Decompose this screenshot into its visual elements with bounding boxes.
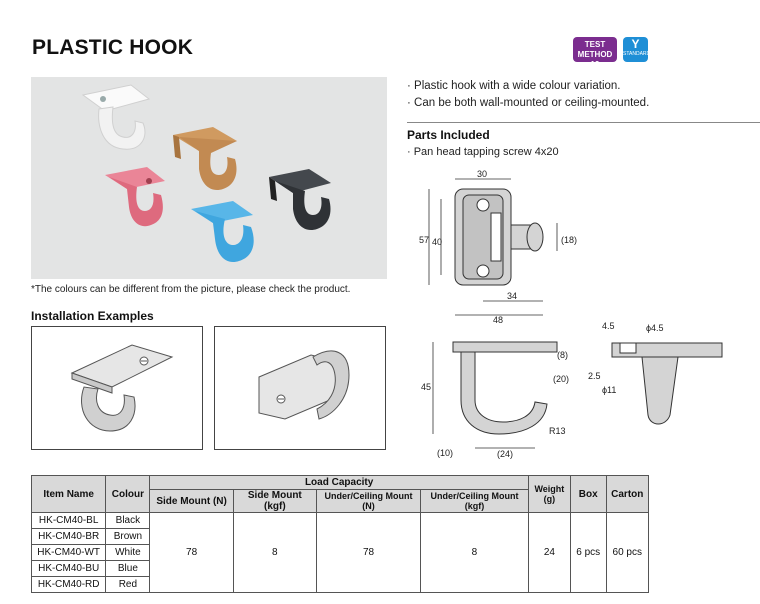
test-method-badge [573, 37, 617, 69]
cell-colour: Red [106, 577, 150, 593]
dim-side-height: 45 [421, 382, 432, 392]
white-hook [83, 85, 149, 149]
feature-item: · Plastic hook with a wide colour variation. [407, 80, 621, 92]
cell-side-n: 78 [150, 513, 233, 593]
header-colour: Colour [106, 476, 150, 513]
blue-hook [191, 201, 254, 262]
section-view-drawing [582, 315, 732, 435]
product-photo [31, 77, 387, 279]
dim-side-width: (24) [497, 449, 514, 459]
header-ceil-kgf: Under/Ceiling Mount (kgf) [421, 490, 529, 513]
wall-mount-drawing [215, 327, 385, 449]
dim-width-top: 30 [477, 169, 488, 179]
cell-weight: 24 [528, 513, 570, 593]
dim-section-top: 4.5 [602, 321, 615, 331]
feature-list [407, 78, 649, 112]
dim-width-total: 48 [493, 315, 504, 325]
cell-colour: Black [106, 513, 150, 529]
header-side-n: Side Mount (N) [150, 490, 233, 513]
dim-offset: 34 [507, 291, 518, 301]
header-carton: Carton [606, 476, 648, 513]
cell-ceil-n: 78 [316, 513, 420, 593]
parts-heading: Parts Included [407, 128, 490, 142]
cell-carton: 60 pcs [606, 513, 648, 593]
cell-colour: Brown [106, 529, 150, 545]
brown-hook [173, 127, 237, 190]
header-item-name: Item Name [32, 476, 106, 513]
cell-box: 6 pcs [570, 513, 606, 593]
install-example-ceiling [31, 326, 203, 450]
dim-height-inner: 40 [432, 237, 443, 247]
standard-logo-badge [623, 37, 651, 62]
header-load-capacity: Load Capacity [150, 476, 528, 490]
cell-ceil-kgf: 8 [421, 513, 529, 593]
badge-line1: TEST [584, 40, 606, 49]
cell-item: HK-CM40-BR [32, 529, 106, 545]
cell-side-kgf: 8 [233, 513, 316, 593]
dim-depth: (18) [561, 235, 578, 245]
pink-hook [105, 167, 165, 226]
cell-item: HK-CM40-WT [32, 545, 106, 561]
black-hook [269, 169, 331, 230]
cell-item: HK-CM40-BU [32, 561, 106, 577]
cell-item: HK-CM40-BL [32, 513, 106, 529]
cell-colour: Blue [106, 561, 150, 577]
installation-heading: Installation Examples [31, 309, 154, 323]
header-ceil-n: Under/Ceiling Mount (N) [316, 490, 420, 513]
page-title: PLASTIC HOOK [32, 36, 194, 59]
badge-line2: METHOD 19 [577, 50, 613, 69]
dim-section-hole: ϕ4.5 [646, 323, 664, 333]
dim-side-gap-mid: (20) [553, 374, 570, 384]
header-box: Box [570, 476, 606, 513]
divider [407, 122, 760, 123]
photo-caption: *The colours can be different from the picture, please check the product. [31, 284, 351, 295]
hook-photo-drawing [31, 77, 387, 279]
logo-text: STANDARD [623, 51, 651, 57]
cell-item: HK-CM40-RD [32, 577, 106, 593]
dim-height-total: 57 [419, 235, 430, 245]
dim-side-gap-top: (8) [557, 350, 568, 360]
dim-side-bottom: (10) [437, 448, 454, 458]
table-row [32, 513, 649, 529]
ceiling-mount-drawing [32, 327, 202, 449]
feature-item: · Can be both wall-mounted or ceiling-mounted. [407, 97, 650, 109]
spec-table [31, 475, 649, 593]
parts-item: · Pan head tapping screw 4x20 [407, 146, 559, 158]
header-weight: Weight (g) [528, 476, 570, 513]
dim-section-thickness: 2.5 [588, 371, 601, 381]
cell-colour: White [106, 545, 150, 561]
dim-radius: R13 [549, 426, 566, 436]
y-logo-icon: Y [631, 37, 640, 51]
side-view-drawing [407, 330, 582, 460]
front-view-drawing [407, 165, 587, 325]
dim-section-counterbore: ϕ11 [602, 385, 617, 395]
install-example-wall [214, 326, 386, 450]
header-side-kgf: Side Mount (kgf) [233, 490, 316, 513]
